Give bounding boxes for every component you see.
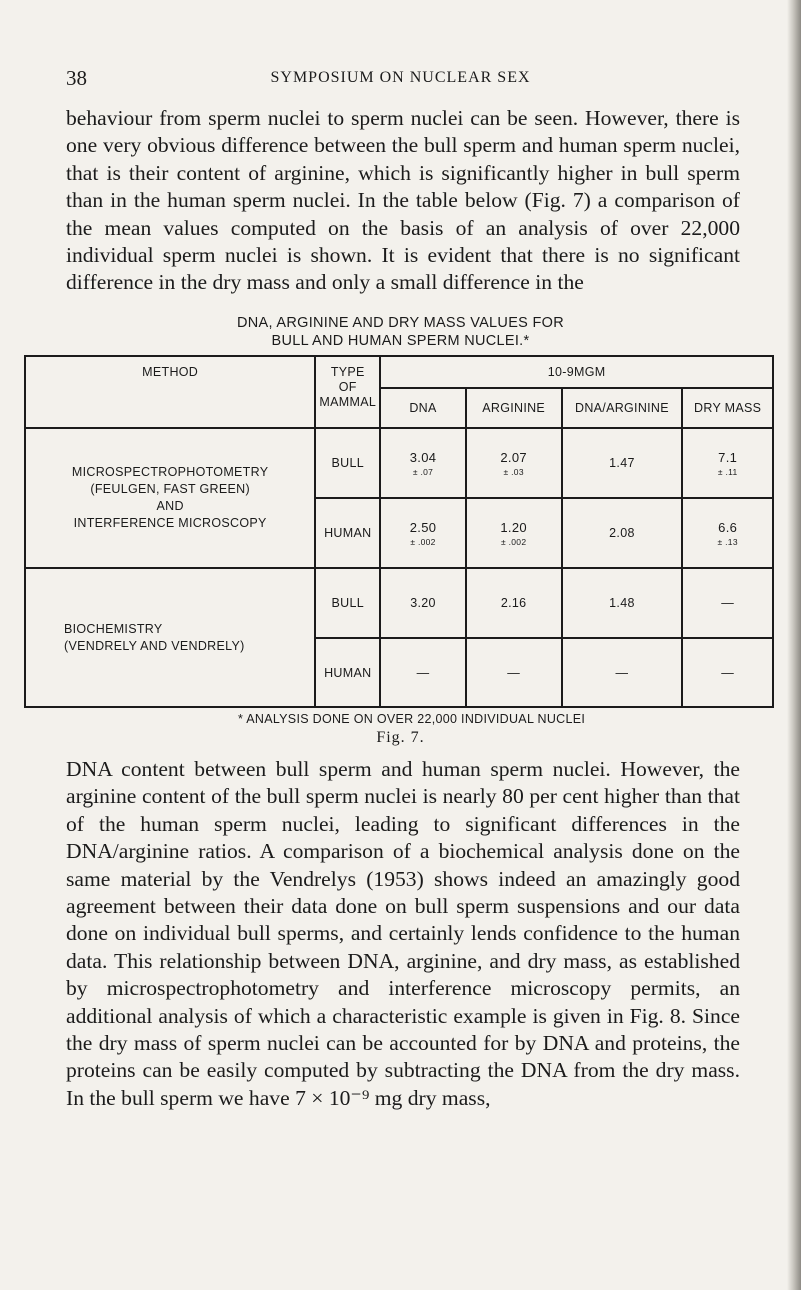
page-number: 38 (66, 66, 87, 90)
error: ± .03 (503, 466, 524, 477)
error: ± .13 (717, 536, 738, 547)
body-paragraph-2: DNA content between bull sperm and human sperm nuclei. However, the arginine content of the bull sperm nuclei is nearly 80 per cent higher than that of the human sperm nuclei, leading to significant differences in the DNA/arginine ratios. A comparison of a biochemical analysis done on the same material by the Vendrelys (1953) shows indeed an amazingly good agreement between their data done on bull sperm suspensions and our data done on individual bull sperms, and certainly lends confidence to the human data. This relationship between DNA, arginine, and dry mass, as established by microspectrophotometry and interference microscopy permits, an additional analysis of which a characteristic example is given in Fig. 8. Since the dry mass of sperm nuclei can be accounted for by DNA and proteins, the proteins can be easily computed by subtracting the DNA from the dry mass. In the bull sperm we have 7 × 10⁻⁹ mg dry mass, (66, 757, 740, 1110)
error: ± .002 (410, 536, 436, 547)
header-unit: 10-9MGM (380, 356, 773, 388)
header-dna: DNA (380, 388, 466, 428)
page-header (0, 66, 801, 96)
table-cell-ratio: 2.08 (562, 498, 683, 568)
table-cell-arginine: — (466, 638, 562, 707)
figure-label: Fig. 7. (376, 729, 425, 746)
table-cell-type: BULL (315, 568, 380, 638)
table-cell-ratio: 1.48 (562, 568, 683, 638)
table-cell-arginine (466, 498, 562, 568)
table-title-line-1: DNA, ARGININE AND DRY MASS VALUES FOR (237, 315, 564, 331)
table-cell-dry-mass (682, 428, 773, 498)
header-dry-mass: DRY MASS (682, 388, 773, 428)
value: 6.6 (718, 519, 738, 535)
table-cell-dna: — (380, 638, 466, 707)
table-title-line-2: BULL AND HUMAN SPERM NUCLEI.* (271, 333, 530, 349)
value: 3.04 (409, 449, 437, 465)
table-cell-type: BULL (315, 428, 380, 498)
value: 2.07 (500, 449, 527, 465)
value: 7.1 (718, 449, 738, 465)
table-cell-arginine (466, 428, 562, 498)
value: 1.20 (500, 519, 527, 535)
table-cell-ratio: 1.47 (562, 428, 683, 498)
table-cell-dry-mass: — (682, 568, 773, 638)
header-arginine: ARGININE (466, 388, 562, 428)
table-cell-ratio: — (562, 638, 683, 707)
method-biochemistry: BIOCHEMISTRY (VENDRELY AND VENDRELY) (25, 568, 315, 707)
header-dna-arginine: DNA/ARGININE (562, 388, 683, 428)
table-cell-type: HUMAN (315, 638, 380, 707)
table-cell-dna (380, 498, 466, 568)
table-cell-type: HUMAN (315, 498, 380, 568)
table-cell-dry-mass (682, 498, 773, 568)
table-title (0, 314, 801, 350)
error: ± .002 (500, 536, 527, 547)
header-type: TYPE OF MAMMAL (315, 356, 380, 428)
running-title: SYMPOSIUM ON NUCLEAR SEX (270, 69, 531, 86)
value: 2.50 (409, 519, 437, 535)
header-method: METHOD (25, 356, 315, 428)
error: ± .11 (717, 466, 738, 477)
table-cell-dna: 3.20 (380, 568, 466, 638)
table-footnote: * ANALYSIS DONE ON OVER 22,000 INDIVIDUAL NUCLEI (238, 712, 586, 726)
data-table (24, 355, 774, 708)
page-edge-shadow (787, 0, 801, 1290)
table-cell-arginine: 2.16 (466, 568, 562, 638)
method-microspectrophotometry: MICROSPECTROPHOTOMETRY (FEULGEN, FAST GREEN) AND INTERFERENCE MICROSCOPY (25, 428, 315, 568)
table-cell-dna (380, 428, 466, 498)
table-cell-dry-mass: — (682, 638, 773, 707)
body-paragraph-1: behaviour from sperm nuclei to sperm nuclei can be seen. However, there is one very obvious difference between the bull sperm and human sperm nuclei, that is their content of arginine, which is significantly higher in bull sperm than in the human sperm nuclei. In the table below (Fig. 7) a comparison of the mean values computed on the basis of an analysis of over 22,000 individual sperm nuclei is shown. It is evident that there is no significant difference in the dry mass and only a small difference in the (66, 106, 740, 295)
error: ± .07 (412, 466, 434, 477)
